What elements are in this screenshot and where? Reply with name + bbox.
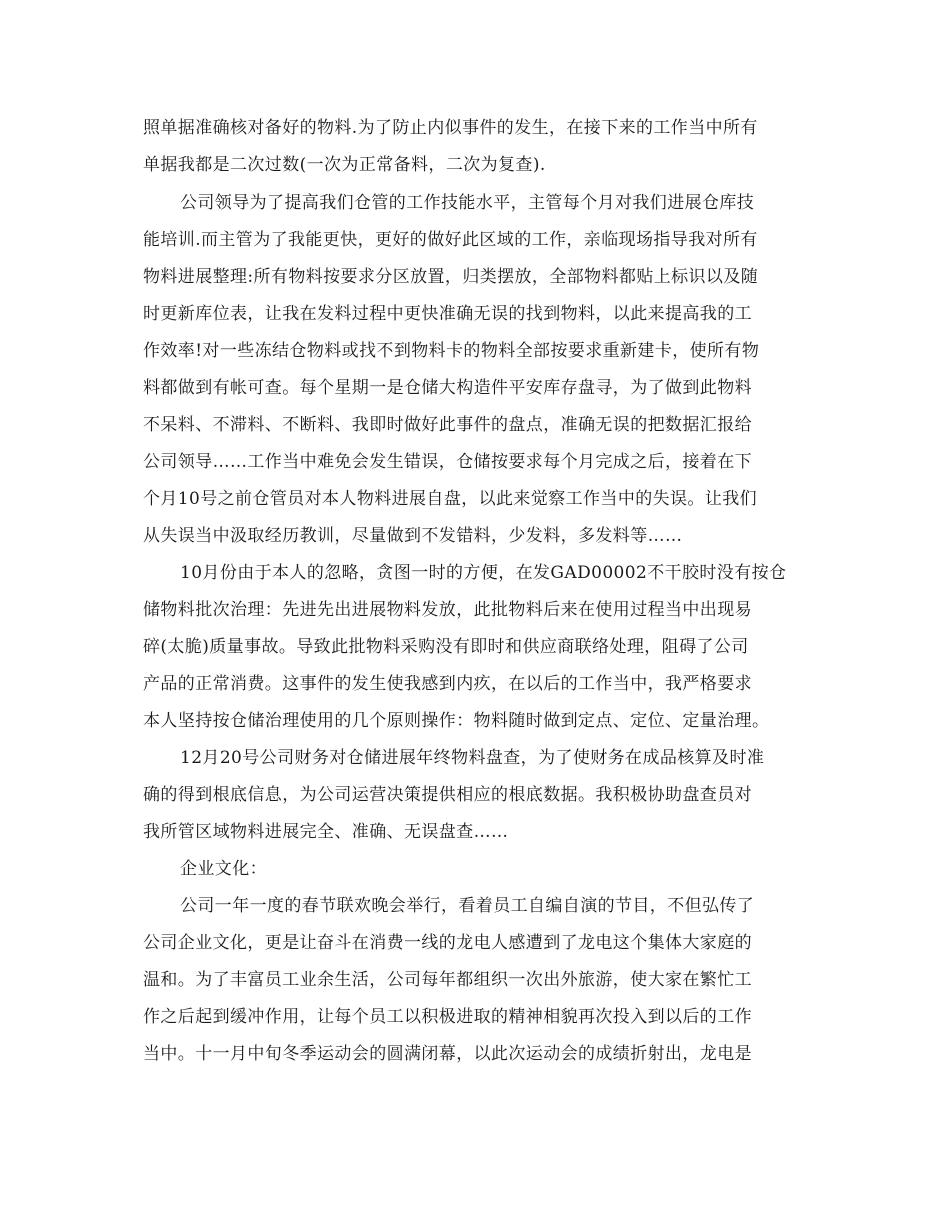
text-line: 能培训.而主管为了我能更快，更好的做好此区域的工作，亲临现场指导我对所有 [143,230,758,250]
text-line: 储物料批次治理：先进先出进展物料发放，此批物料后来在使用过程当中出现易 [143,600,752,620]
text-line: 时更新库位表，让我在发料过程中更快准确无误的找到物料，以此来提高我的工 [143,304,752,324]
text-line: 公司领导……工作当中难免会发生错误，仓储按要求每个月完成之后，接着在下 [143,452,752,472]
text-line: 从失误当中汲取经历教训，尽量做到不发错料，少发料，多发料等…… [143,526,683,546]
text-line: 温和。为了丰富员工业余生活，公司每年都组织一次出外旅游，使大家在繁忙工 [143,970,752,990]
text-line: 我所管区域物料进展完全、准确、无误盘查…… [143,822,509,842]
text-line: 公司企业文化，更是让奋斗在消费一线的龙电人感遭到了龙电这个集体大家庭的 [143,933,752,953]
text-line: 作效率!对一些冻结仓物料或找不到物料卡的物料全部按要求重新建卡，使所有物 [143,341,760,361]
section-heading: 企业文化： [180,859,267,879]
text-line: 作之后起到缓冲作用，让每个员工以积极进取的精神相貌再次投入到以后的工作 [143,1007,752,1027]
paragraph-start-line: 公司一年一度的春节联欢晚会举行，看着员工自编自演的节目，不但弘传了 [180,896,755,916]
paragraph-start-line: 10月份由于本人的忽略，贪图一时的方便，在发GAD00002不干胶时没有按仓 [180,563,787,583]
paragraph-start-line: 12月20号公司财务对仓储进展年终物料盘查，为了使财务在成品核算及时准 [180,748,765,768]
text-line: 个月10号之前仓管员对本人物料进展自盘，以此来觉察工作当中的失误。让我们 [143,489,758,509]
text-line: 照单据准确核对备好的物料.为了防止内似事件的发生，在接下来的工作当中所有 [143,118,758,138]
text-line: 物料进展整理:所有物料按要求分区放置，归类摆放，全部物料都贴上标识以及随 [143,267,759,287]
text-line: 料都做到有帐可查。每个星期一是仓储大构造件平安库存盘寻，为了做到此物料 [143,378,752,398]
text-line: 不呆料、不滞料、不断料、我即时做好此事件的盘点，准确无误的把数据汇报给 [143,415,752,435]
paragraph-start-line: 公司领导为了提高我们仓管的工作技能水平，主管每个月对我们进展仓库技 [180,193,755,213]
text-line: 本人坚持按仓储治理使用的几个原则操作：物料随时做到定点、定位、定量治理。 [143,711,770,731]
text-line: 当中。十一月中旬冬季运动会的圆满闭幕，以此次运动会的成绩折射出，龙电是 [143,1044,752,1064]
text-line: 产品的正常消费。这事件的发生使我感到内疚，在以后的工作当中，我严格要求 [143,674,752,694]
text-line: 确的得到根底信息，为公司运营决策提供相应的根底数据。我积极协助盘查员对 [143,785,752,805]
text-line: 碎(太脆)质量事故。导致此批物料采购没有即时和供应商联络处理，阻碍了公司 [143,637,749,657]
text-line: 单据我都是二次过数(一次为正常备料，二次为复查). [143,155,546,175]
